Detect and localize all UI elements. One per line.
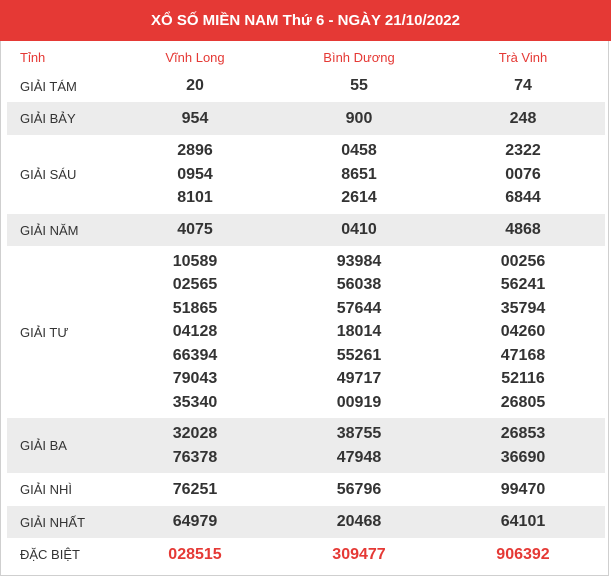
prize-number: 900 <box>345 109 373 127</box>
prize-cell <box>113 246 277 418</box>
prize-number: 49717 <box>336 370 382 388</box>
prize-number: 10589 <box>172 253 218 271</box>
column-header-vinh-long: Vĩnh Long <box>165 49 225 65</box>
prize-label: GIẢI BẢY <box>7 102 113 135</box>
prize-number: 79043 <box>172 370 218 388</box>
prize-number: 20468 <box>336 513 382 531</box>
prize-number: 66394 <box>172 346 218 364</box>
prize-number: 8651 <box>341 165 377 183</box>
prize-number: 52116 <box>501 370 545 388</box>
prize-cell <box>113 538 277 571</box>
prize-number: 76378 <box>172 448 218 466</box>
prize-cell <box>441 246 605 418</box>
prize-number: 00256 <box>500 253 546 271</box>
prize-number: 6844 <box>505 189 541 207</box>
prize-number: 26805 <box>500 393 546 411</box>
prize-number: 32028 <box>172 425 218 443</box>
prize-cell <box>113 506 277 538</box>
prize-cell <box>277 473 441 506</box>
prize-table-body <box>7 70 605 571</box>
prize-number: 47948 <box>336 448 382 466</box>
column-header-binh-duong: Bình Dương <box>323 49 395 65</box>
prize-label: GIẢI SÁU <box>20 167 77 182</box>
prize-number: 0076 <box>505 165 541 183</box>
column-header-province: Tỉnh <box>20 49 46 65</box>
prize-number: 0954 <box>177 165 213 183</box>
prize-number: 20 <box>186 77 204 95</box>
prize-number: 35794 <box>500 299 546 317</box>
prize-number: 56241 <box>500 276 546 294</box>
prize-cell <box>113 214 277 246</box>
prize-number: 38755 <box>336 425 382 443</box>
prize-cell <box>441 538 605 571</box>
prize-number: 55261 <box>336 346 382 364</box>
prize-cell <box>277 102 441 135</box>
prize-row <box>7 506 605 538</box>
prize-number: 04128 <box>172 323 218 341</box>
prize-cell <box>277 135 441 214</box>
prize-number: 0458 <box>341 142 377 160</box>
prize-number: 309477 <box>332 545 386 563</box>
table-header-row <box>7 44 605 70</box>
prize-number: 954 <box>181 109 209 127</box>
prize-number: 2614 <box>341 189 377 207</box>
prize-number: 0410 <box>341 221 377 239</box>
prize-cell <box>441 214 605 246</box>
prize-cell <box>277 538 441 571</box>
prize-cell <box>441 102 605 135</box>
prize-number: 57644 <box>336 299 382 317</box>
prize-number: 56038 <box>336 276 382 294</box>
prize-cell <box>113 102 277 135</box>
prize-label: GIẢI NHẤT <box>7 506 113 538</box>
prize-row <box>7 246 605 418</box>
prize-cell <box>441 418 605 473</box>
prize-row <box>7 135 605 214</box>
prize-number: 74 <box>514 77 532 95</box>
prize-number: 4868 <box>505 221 541 239</box>
prize-number: 906392 <box>496 545 550 563</box>
prize-number: 35340 <box>172 393 218 411</box>
prize-cell <box>277 506 441 538</box>
prize-number: 56796 <box>336 480 382 498</box>
prize-row <box>7 473 605 506</box>
prize-cell <box>277 418 441 473</box>
prize-number: 028515 <box>168 545 222 563</box>
prize-number: 55 <box>350 77 368 95</box>
prize-cell <box>113 473 277 506</box>
prize-number: 02565 <box>172 276 218 294</box>
prize-number: 04260 <box>500 323 546 341</box>
prize-row <box>7 538 605 571</box>
results-table <box>7 44 605 571</box>
prize-label: GIẢI TƯ <box>20 324 69 340</box>
prize-label: GIẢI NĂM <box>7 214 113 246</box>
prize-number: 2322 <box>505 142 541 160</box>
prize-label: GIẢI NHÌ <box>20 482 73 497</box>
prize-number: 18014 <box>336 323 382 341</box>
prize-number: 51865 <box>172 299 218 317</box>
prize-cell <box>277 246 441 418</box>
prize-cell <box>441 473 605 506</box>
prize-cell <box>441 506 605 538</box>
prize-number: 248 <box>509 109 537 127</box>
prize-cell <box>277 70 441 102</box>
prize-row <box>7 214 605 246</box>
prize-label: GIẢI TÁM <box>20 78 77 94</box>
prize-cell <box>113 70 277 102</box>
prize-label: ĐẶC BIỆT <box>20 547 80 562</box>
prize-cell <box>113 135 277 214</box>
prize-row <box>7 102 605 135</box>
prize-number: 64101 <box>500 513 546 531</box>
prize-number: 64979 <box>172 513 218 531</box>
prize-row <box>7 418 605 473</box>
prize-cell <box>113 418 277 473</box>
prize-number: 00919 <box>336 393 382 411</box>
prize-number: 76251 <box>172 480 218 498</box>
prize-cell <box>441 135 605 214</box>
page-title: XỔ SỐ MIỀN NAM Thứ 6 - NGÀY 21/10/2022 <box>0 0 611 41</box>
prize-cell <box>277 214 441 246</box>
prize-number: 4075 <box>177 221 213 239</box>
prize-label: GIẢI BA <box>7 418 113 473</box>
prize-number: 36690 <box>500 448 546 466</box>
prize-number: 2896 <box>177 142 213 160</box>
prize-number: 47168 <box>500 346 546 364</box>
column-header-tra-vinh: Trà Vinh <box>498 49 548 65</box>
prize-cell <box>441 70 605 102</box>
prize-number: 99470 <box>500 480 546 498</box>
prize-number: 8101 <box>177 189 213 207</box>
prize-number: 26853 <box>500 425 546 443</box>
prize-row <box>7 70 605 102</box>
prize-number: 93984 <box>336 253 382 271</box>
